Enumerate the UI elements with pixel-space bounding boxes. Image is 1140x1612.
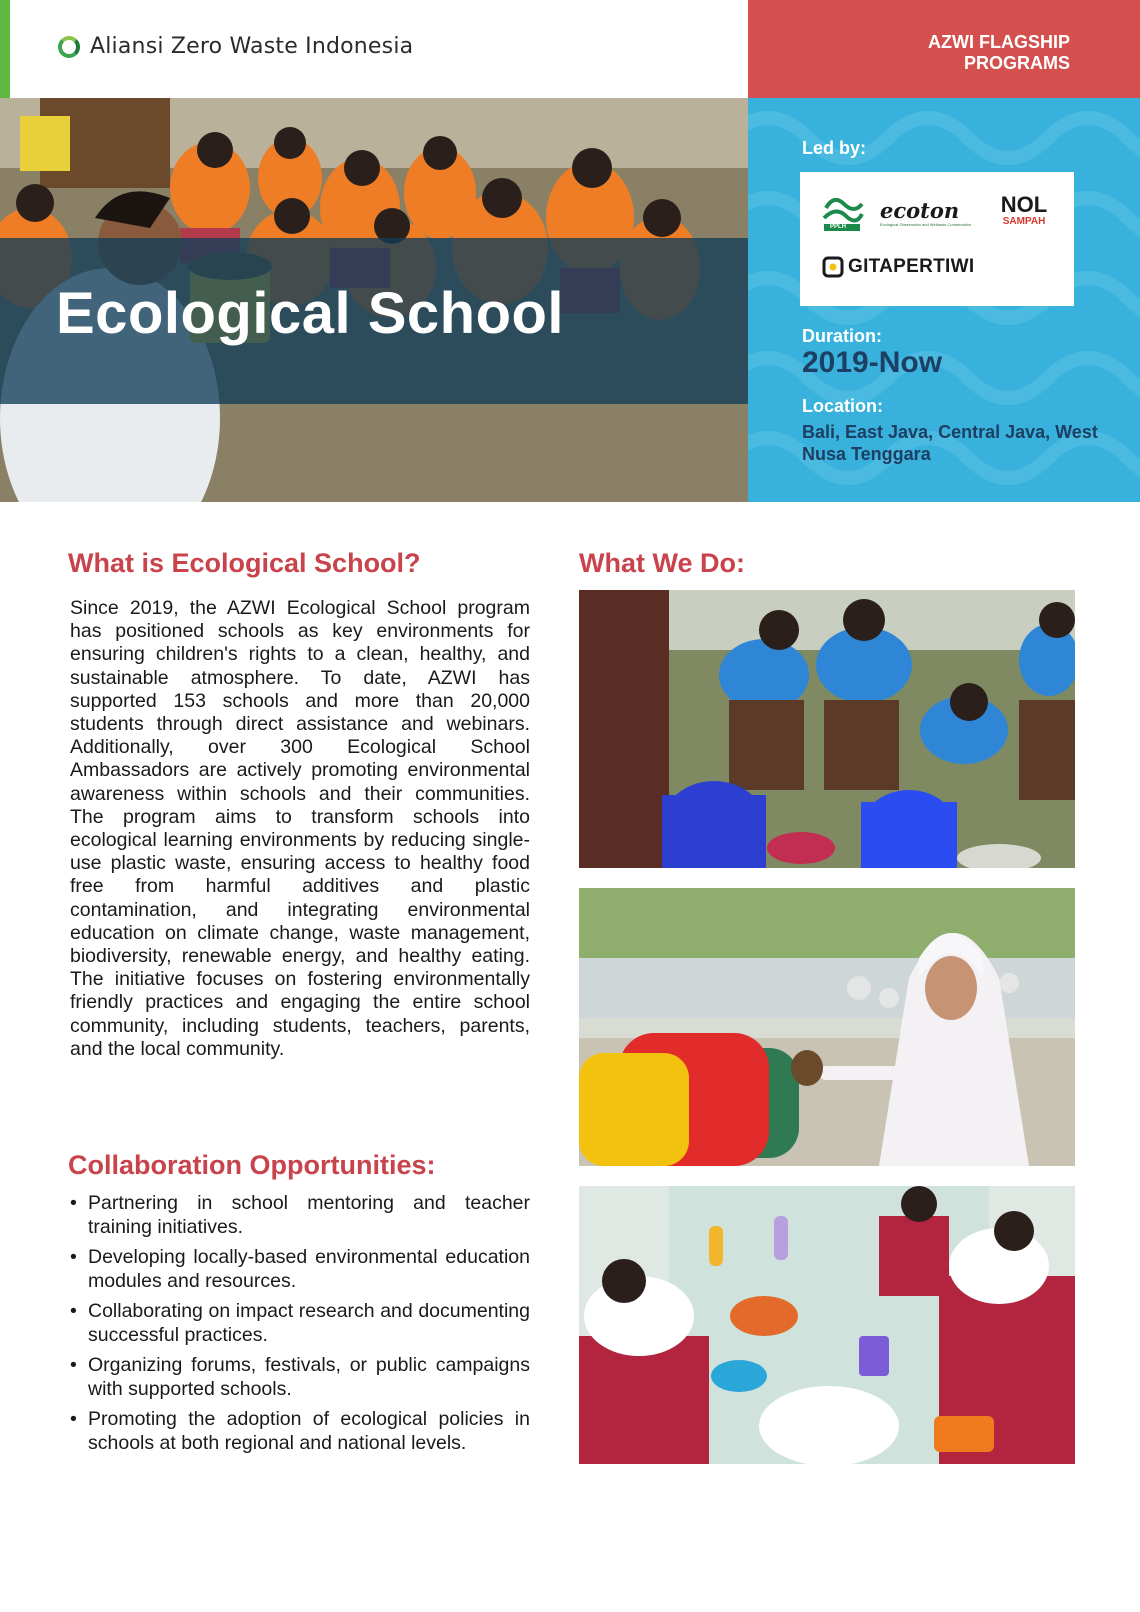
list-item: • Organizing forums, festivals, or public campaigns with supported schools.: [70, 1354, 530, 1401]
partner-name-pplh: PPLH: [830, 224, 847, 230]
partner-name-gitapertiwi: GITAPERTIWI: [848, 256, 975, 277]
collaboration-heading: Collaboration Opportunities:: [68, 1150, 436, 1180]
page-title: Ecological School: [56, 281, 565, 346]
list-item: • Partnering in school mentoring and teacher training initiatives.: [70, 1192, 530, 1239]
partner-name-ecoton: ecoton: [880, 198, 960, 223]
org-name: Aliansi Zero Waste Indonesia: [90, 34, 414, 59]
duration-label: Duration:: [802, 326, 882, 346]
partner-name-nol: NOL: [1000, 192, 1048, 217]
composting-photo-illustration: [579, 590, 1075, 868]
photo-student-sorting-waste: [579, 888, 1075, 1166]
about-heading: What is Ecological School?: [68, 548, 421, 578]
photo-students-composting: [579, 590, 1075, 868]
partner-tagline-ecoton: Ecological Observation and Wetlands Conservation: [880, 222, 972, 227]
partner-logo-pplh: [818, 186, 866, 234]
brand-accent-bar: [0, 0, 10, 98]
list-item: • Developing locally-based environmental education modules and resources.: [70, 1246, 530, 1293]
about-paragraph: Since 2019, the AZWI Ecological School program has positioned schools as key environments for ensuring children's rights to a clean, healthy, and sustainable atmosphere. To date, AZWI has supported 153 schools and more than 20,000 students through direct assistance and webinars. Additionally, over 300 Ecological School Ambassadors are actively promoting environmental awareness within schools and their communities. The program aims to transform schools into ecological learning environments by reducing single-use plastic waste, ensuring access to healthy food free from harmful additives and plastic contamination, and integrating environmental education on climate change, waste management, biodiversity, renewable energy, and healthy eating. The initiative focuses on fostering environmentally friendly practices and engaging the entire school community, including students, teachers, parents, and the local community.: [70, 597, 530, 1060]
list-item: • Collaborating on impact research and documenting successful practices.: [70, 1300, 530, 1347]
program-banner-text: AZWI FLAGSHIP PROGRAMS: [928, 32, 1070, 73]
led-by-label: Led by:: [802, 138, 867, 158]
photo-children-healthy-lunch: [579, 1186, 1075, 1464]
program-banner: [748, 0, 1140, 98]
program-info-panel: [748, 98, 1140, 502]
duration-value: 2019-Now: [802, 346, 943, 379]
azwi-ring-icon: [58, 36, 80, 58]
location-label: Location:: [802, 396, 883, 416]
partner-logos: [800, 172, 1074, 306]
g-square-logo-icon: [822, 256, 844, 278]
location-value: Bali, East Java, Central Java, West Nusa Tenggara: [802, 422, 1098, 464]
healthy-lunch-photo-illustration: [579, 1186, 1075, 1464]
partner-subname-sampah: SAMPAH: [1002, 216, 1046, 227]
partner-logo-gitapertiwi: [822, 256, 974, 278]
partner-logo-nol-sampah: [994, 194, 1054, 227]
what-we-do-heading: What We Do:: [579, 548, 745, 578]
partner-logo-ecoton: [880, 200, 980, 227]
collaboration-list: [70, 1192, 530, 1462]
org-logo[interactable]: [58, 34, 413, 59]
list-item: • Promoting the adoption of ecological policies in schools at both regional and national levels.: [70, 1408, 530, 1455]
waste-sorting-photo-illustration: [579, 888, 1075, 1166]
